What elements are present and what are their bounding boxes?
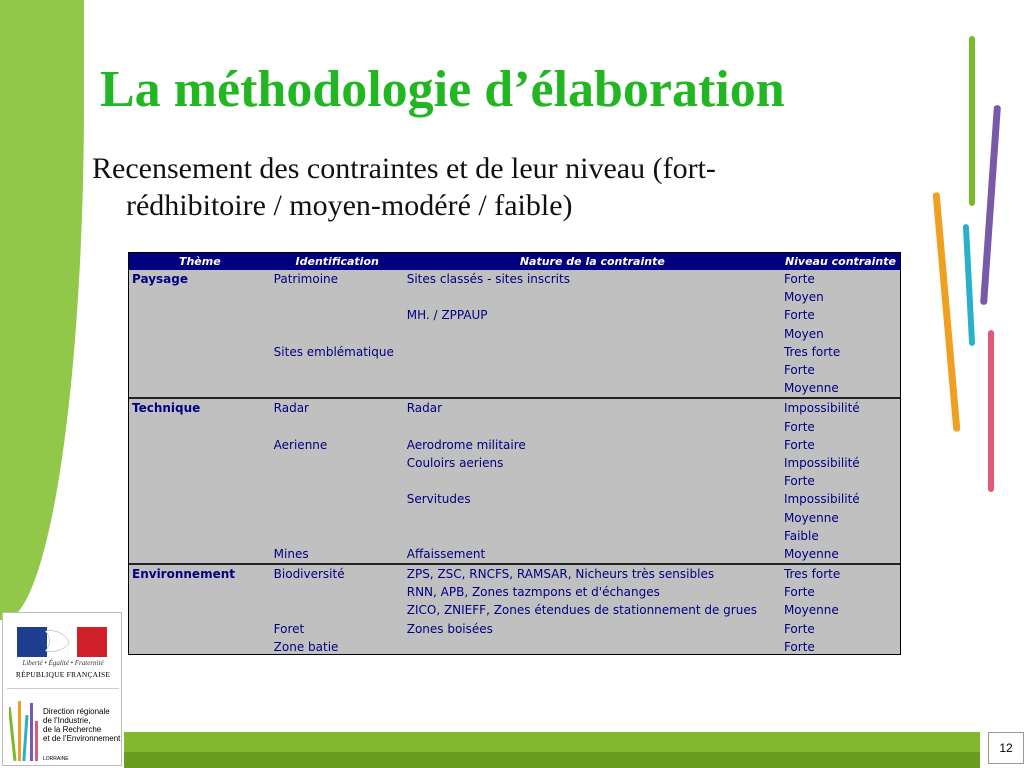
cell-identification (271, 306, 404, 324)
cell-identification: Mines (273, 546, 309, 561)
cell-nature (404, 325, 781, 343)
cell-theme (129, 379, 271, 398)
cell-nature (404, 638, 781, 656)
cell-nature: Radar (404, 398, 781, 417)
cell-nature: Affaissement (406, 546, 486, 561)
cell-identification: Sites emblématique (273, 344, 394, 359)
cell-niveau: Impossibilité (781, 398, 900, 417)
table-row (129, 361, 900, 379)
cell-nature: MH. / ZPPAUP (406, 308, 488, 323)
cell-niveau: Forte (783, 621, 815, 636)
cell-theme (129, 288, 271, 306)
cell-niveau: Moyenne (783, 546, 839, 561)
cell-theme (129, 620, 271, 638)
cell-theme (129, 601, 271, 619)
cell-theme (129, 490, 271, 508)
footer-bar (124, 732, 980, 752)
republic-name: RÉPUBLIQUE FRANÇAISE (15, 670, 111, 679)
logo-separator (7, 688, 119, 689)
cell-nature (404, 472, 781, 490)
cell-niveau: Forte (783, 437, 815, 452)
cell-theme (129, 545, 271, 564)
cell-nature: Sites classés - sites inscrits (406, 272, 570, 287)
cell-niveau: Moyenne (783, 603, 839, 618)
direction-regionale-text: Direction régionale de l’Industrie, de la Recherche et de l’Environnement (43, 707, 121, 743)
cell-nature: Couloirs aeriens (406, 455, 504, 470)
cell-nature: Servitudes (406, 492, 471, 507)
cell-theme (129, 343, 271, 361)
cell-identification (271, 527, 404, 545)
cell-theme (129, 361, 271, 379)
cell-niveau: Forte (783, 585, 815, 600)
cell-niveau: Tres forte (783, 344, 841, 359)
cell-identification: Biodiversité (271, 564, 404, 583)
table-row (129, 601, 900, 619)
logo-panel (2, 612, 122, 766)
left-decorative-band (0, 0, 84, 620)
region-label: LORRAINE (43, 756, 69, 762)
cell-identification: Zone batie (273, 639, 339, 654)
cell-niveau: Moyen (783, 290, 824, 305)
cell-identification (271, 379, 404, 398)
table-header-row (129, 253, 900, 270)
cell-nature: ZPS, ZSC, RNCFS, RAMSAR, Nicheurs très sensibles (404, 564, 781, 583)
cell-niveau: Forte (783, 419, 815, 434)
drire-logo-icon (9, 697, 39, 763)
cell-nature (404, 508, 781, 526)
cell-theme (129, 306, 271, 324)
cell-niveau: Moyenne (783, 510, 839, 525)
cell-identification (271, 288, 404, 306)
cell-theme: Environnement (129, 564, 271, 583)
table-row (129, 454, 900, 472)
header-identification: Identification (271, 253, 404, 270)
cell-theme (129, 472, 271, 490)
cell-identification: Aerienne (273, 437, 328, 452)
slide-title: La méthodologie d’élaboration (100, 61, 785, 118)
cell-niveau: Impossibilité (783, 492, 860, 507)
republic-motto: Liberté • Égalité • Fraternité (22, 659, 104, 667)
table-row (129, 436, 900, 454)
table-row (129, 490, 900, 508)
cell-identification (271, 490, 404, 508)
cell-theme (129, 454, 271, 472)
table-row (129, 270, 900, 288)
cell-identification (271, 361, 404, 379)
constraints-table (128, 252, 901, 655)
cell-identification (271, 508, 404, 526)
cell-niveau: Tres forte (781, 564, 900, 583)
cell-nature (404, 418, 781, 436)
table-row (129, 620, 900, 638)
cell-identification: Radar (271, 398, 404, 417)
footer-bar-lower (124, 752, 980, 768)
table-row (129, 638, 900, 656)
cell-nature (404, 361, 781, 379)
decor-stripe-purple (980, 105, 1001, 305)
cell-niveau: Forte (783, 308, 815, 323)
page-number: 12 (988, 732, 1024, 764)
cell-nature: ZICO, ZNIEFF, Zones étendues de stationnement de grues (406, 603, 757, 618)
decor-stripe-cyan (963, 224, 975, 346)
cell-nature (404, 288, 781, 306)
cell-theme (129, 436, 271, 454)
cell-identification: Patrimoine (273, 272, 339, 287)
cell-identification: Foret (273, 621, 305, 636)
table-row (129, 306, 900, 324)
table-row (129, 325, 900, 343)
cell-nature: Aerodrome militaire (406, 437, 526, 452)
table-row (129, 472, 900, 490)
cell-theme (129, 508, 271, 526)
decor-stripe-orange (933, 192, 961, 432)
header-niveau: Niveau contrainte (781, 253, 900, 270)
bullet-line-1: Recensement des contraintes et de leur niveau (fort- (92, 152, 716, 185)
table-row (129, 418, 900, 436)
cell-theme (129, 583, 271, 601)
cell-identification (271, 325, 404, 343)
cell-theme (129, 418, 271, 436)
cell-identification (271, 418, 404, 436)
cell-niveau: Impossibilité (783, 455, 860, 470)
table-row (129, 379, 900, 398)
header-theme: Thème (129, 253, 271, 270)
cell-identification (271, 601, 404, 619)
table-row (129, 545, 900, 564)
cell-niveau: Faible (783, 528, 819, 543)
cell-niveau: Moyenne (783, 381, 839, 396)
cell-niveau: Moyen (783, 326, 824, 341)
cell-theme (129, 527, 271, 545)
table-row (129, 288, 900, 306)
decor-stripe-green (969, 36, 975, 206)
cell-niveau: Forte (783, 639, 815, 654)
cell-niveau: Forte (783, 363, 815, 378)
bullet-line-2: rédhibitoire / moyen-modéré / faible) (126, 189, 573, 222)
cell-niveau: Forte (783, 474, 815, 489)
bullet-text (92, 150, 932, 224)
cell-theme (129, 325, 271, 343)
table-row (129, 398, 900, 417)
table-row (129, 343, 900, 361)
cell-identification (271, 454, 404, 472)
decor-stripe-pink (988, 330, 994, 492)
cell-nature (404, 379, 781, 398)
table-row (129, 527, 900, 545)
cell-niveau: Forte (783, 272, 815, 287)
cell-theme: Paysage (132, 272, 188, 287)
cell-identification (271, 472, 404, 490)
table-row (129, 564, 900, 583)
cell-nature: RNN, APB, Zones tazmpons et d'échanges (406, 585, 660, 600)
cell-theme (129, 638, 271, 656)
table-row (129, 583, 900, 601)
header-nature: Nature de la contrainte (404, 253, 781, 270)
cell-nature (404, 527, 781, 545)
cell-nature: Zones boisées (406, 621, 493, 636)
table-row (129, 508, 900, 526)
cell-identification (271, 583, 404, 601)
cell-nature (404, 343, 781, 361)
cell-theme: Technique (129, 398, 271, 417)
